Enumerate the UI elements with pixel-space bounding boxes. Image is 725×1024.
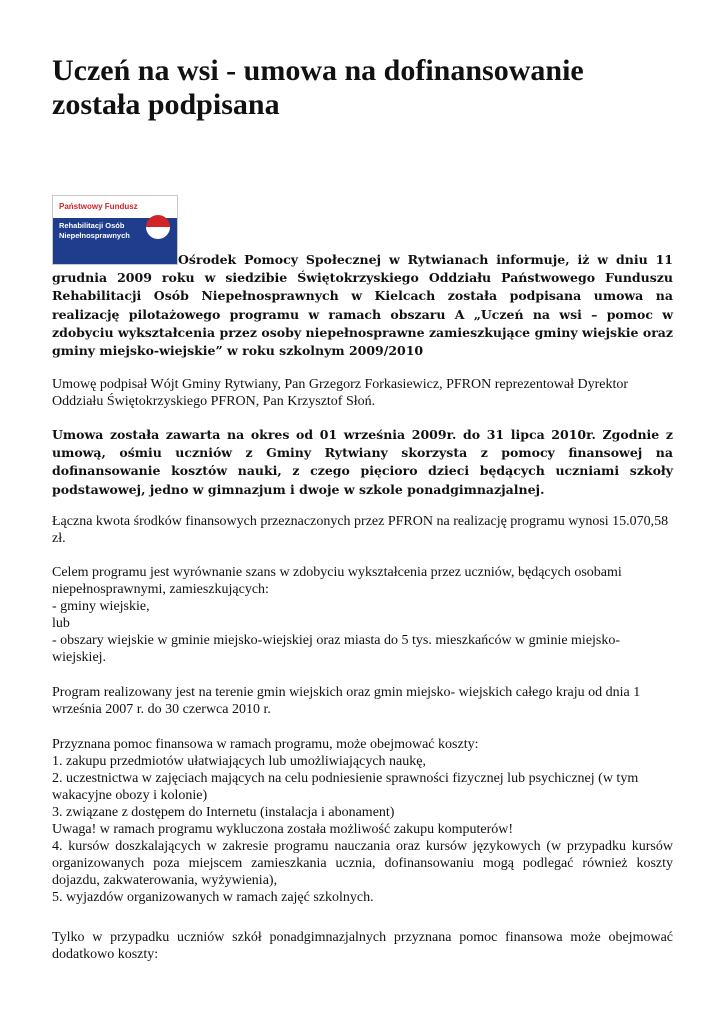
- cost-note: Uwaga! w ramach programu wykluczona została możliwość zakupu komputerów!: [52, 822, 514, 837]
- logo-line-1: Państwowy Fundusz: [59, 202, 138, 211]
- contract-paragraph: Umowa została zawarta na okres od 01 września 2009r. do 31 lipca 2010r. Zgodnie z umową, ośmiu uczniów z Gminy Rytwiany skorzysta z pomocy finansowej na dofinansowanie kosztów nauki, z czego pięcioro dzieci będących uczniami szkoły podstawowej, jedno w gimnazjum i dwoje w szkole ponadgimnazjalnej.: [52, 427, 673, 497]
- cost-item-1: 1. zakupu przedmiotów ułatwiających lub umożliwiających naukę,: [52, 754, 426, 769]
- goal-item-1: - gminy wiejskie,: [52, 599, 150, 614]
- lead-paragraph: Ośrodek Pomocy Społecznej w Rytwianach informuje, iż w dniu 11 grudnia 2009 roku w siedzibie Świętokrzyskiego Oddziału Państwowego Funduszu Rehabilitacji Osób Niepełnosprawnych w Kielcach została podpisana umowa na realizację pilotażowego programu w ramach obszaru A „Uczeń na wsi – pomoc w zdobyciu wykształcenia przez osoby niepełnosprawne zamieszkujące gminy wiejskie oraz gminy miejsko-wiejskie” w roku szkolnym 2009/2010: [52, 252, 673, 359]
- logo-emblem-icon: [146, 215, 170, 239]
- costs-paragraph: [52, 736, 673, 906]
- program-paragraph: Program realizowany jest na terenie gmin wiejskich oraz gmin miejsko- wiejskich całego kraju od dnia 1 września 2007 r. do 30 czerwca 2010 r.: [52, 685, 641, 717]
- logo-line-3: Niepełnosprawnych: [59, 231, 130, 240]
- costs-intro: Przyznana pomoc finansowa w ramach programu, może obejmować koszty:: [52, 737, 479, 752]
- amount-paragraph: Łączna kwota środków finansowych przeznaczonych przez PFRON na realizację programu wynosi 15.070,58 zł.: [52, 514, 669, 546]
- logo-line-2: Rehabilitacji Osób: [59, 221, 125, 230]
- goal-intro: Celem programu jest wyrównanie szans w zdobyciu wykształcenia przez uczniów, będących osobami niepełnosprawnymi, zamieszkujących:: [52, 565, 622, 597]
- cost-item-3: 3. związane z dostępem do Internetu (instalacja i abonament): [52, 805, 395, 820]
- cost-item-5: 5. wyjazdów organizowanych w ramach zajęć szkolnych.: [52, 890, 374, 905]
- last-paragraph: Tylko w przypadku uczniów szkół ponadgimnazjalnych przyznana pomoc finansowa może obejmować dodatkowo koszty:: [52, 930, 673, 962]
- cost-item-2: 2. uczestnictwa w zajęciach mających na celu podniesienie sprawności fizycznej lub psychicznej (w tym wakacyjne obozy i kolonie): [52, 771, 639, 803]
- article-title: Uczeń na wsi - umowa na dofinansowanie została podpisana: [52, 54, 584, 121]
- goal-item-2: - obszary wiejskie w gminie miejsko-wiejskiej oraz miasta do 5 tys. mieszkańców w gminie miejsko-wiejskiej.: [52, 633, 621, 665]
- signed-paragraph: Umowę podpisał Wójt Gminy Rytwiany, Pan Grzegorz Forkasiewicz, PFRON reprezentował Dyrektor Oddziału Świętokrzyskiego PFRON, Pan Krzysztof Słoń.: [52, 377, 629, 409]
- cost-item-4: 4. kursów doszkalających w zakresie programu nauczania oraz kursów językowych (w przypadku kursów organizowanych poza miejscem zamieszkania ucznia, dofinansowaniu mogą podlegać również koszty dojazdu, zakwaterowania, wyżywienia),: [52, 839, 673, 888]
- goal-or: lub: [52, 616, 70, 631]
- goal-paragraph: [52, 564, 673, 666]
